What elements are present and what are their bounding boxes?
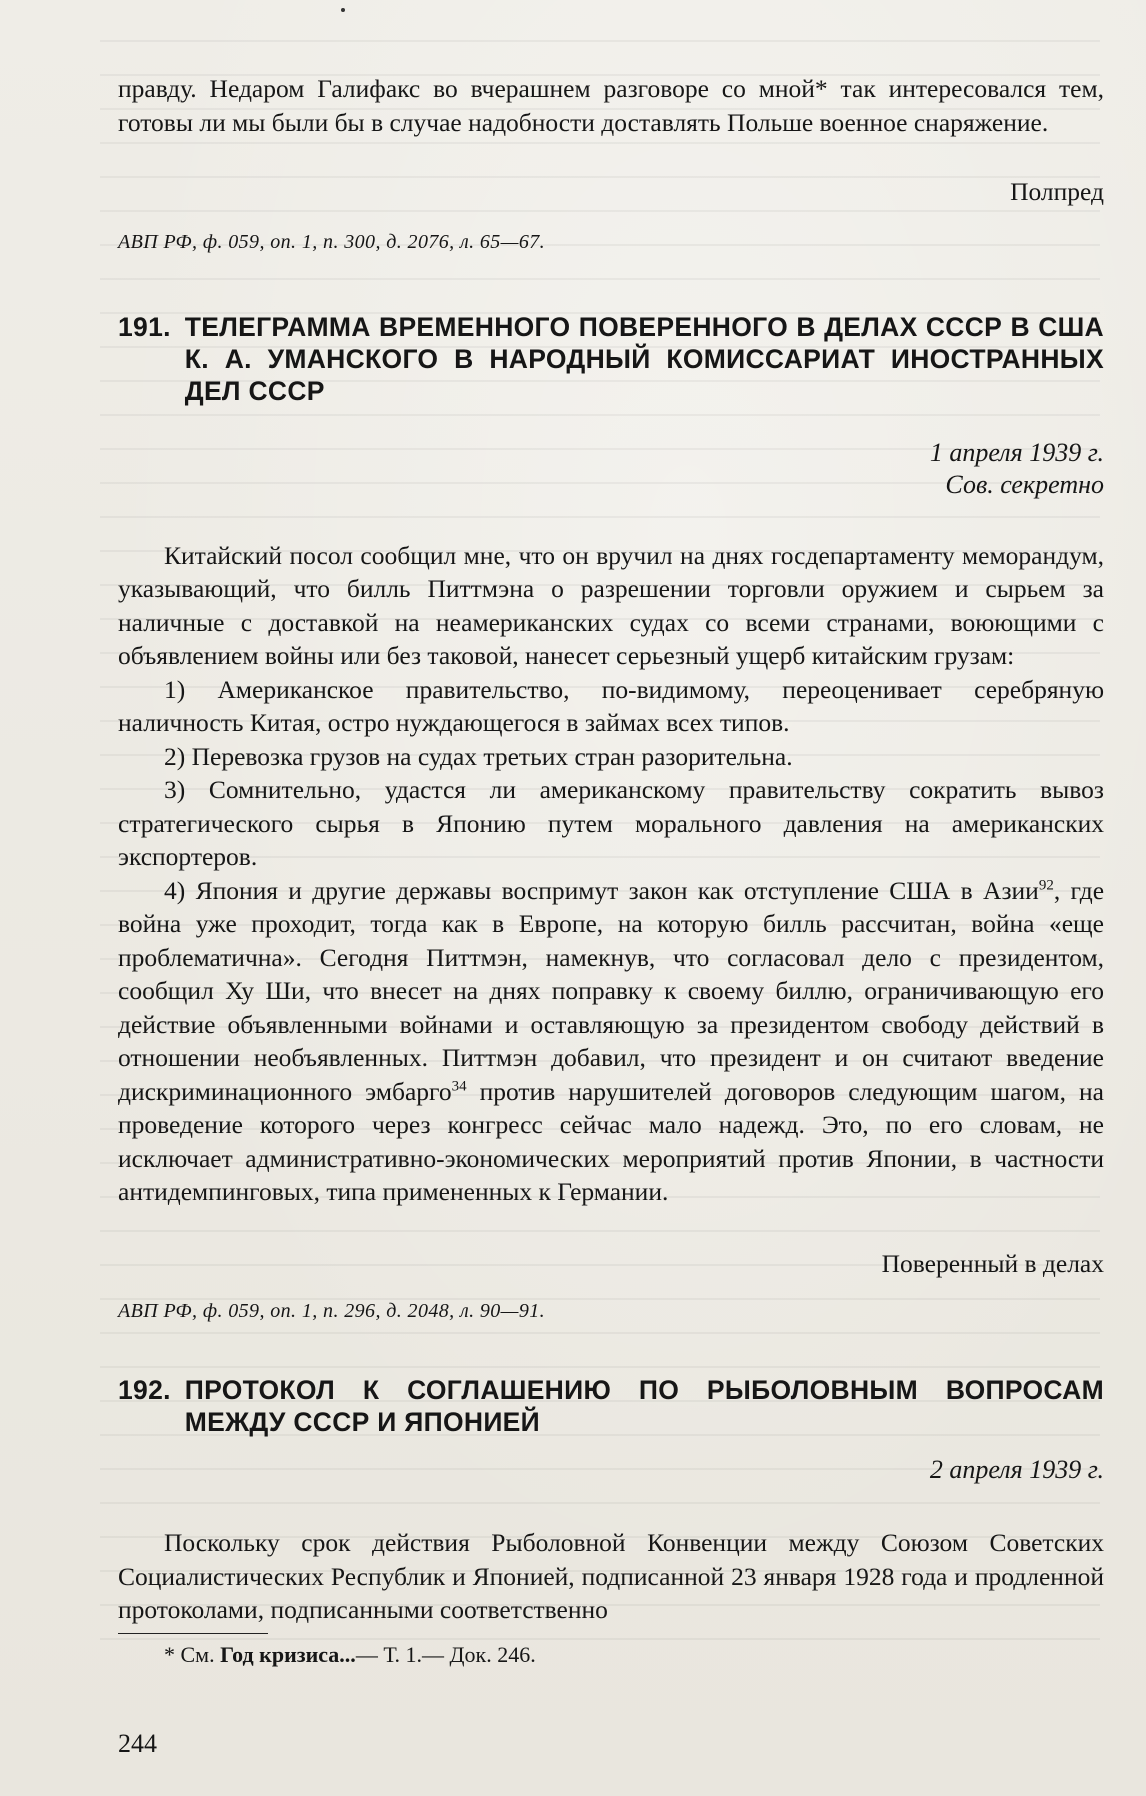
intro-signature: Полпред (1010, 177, 1104, 206)
doc191-point-3: 3) Сомнительно, удастся ли американскому правительству сократить вывоз стратегического сырья в Японию путем морального давления на американских экспортеров. (118, 775, 1104, 871)
doc192-date: 2 апреля 1939 г. (929, 1455, 1104, 1484)
doc191-number: 191. (118, 311, 171, 342)
doc191-point-1: 1) Американское правительство, по-видимому, переоценивает серебряную наличность Китая, остро нуждающегося в займах всех типов. (118, 674, 1104, 737)
doc191-point-4-part-a: 4) Япония и другие державы воспримут закон как отступление США в Азии (164, 875, 1039, 905)
doc191-title: ТЕЛЕГРАММА ВРЕМЕННОГО ПОВЕРЕННОГО В ДЕЛАХ СССР В США К. А. УМАНСКОГО В НАРОДНЫЙ КОМИССАРИАТ ИНОСТРАННЫХ ДЕЛ СССР (184, 311, 1104, 406)
doc191-point-2: 2) Перевозка грузов на судах третьих стран разорительна. (164, 741, 793, 771)
doc191-classification: Сов. секретно (945, 469, 1104, 499)
intro-paragraph: правду. Недаром Галифакс во вчерашнем разговоре со мной* так интересовался тем, готовы ли мы были бы в случае надобности доставлять Польше военное снаряжение. (118, 74, 1104, 137)
doc192-title: ПРОТОКОЛ К СОГЛАШЕНИЮ ПО РЫБОЛОВНЫМ ВОПРОСАМ МЕЖДУ СССР И ЯПОНИЕЙ (184, 1375, 1104, 1437)
footnote-divider (118, 1633, 268, 1634)
doc191-date: 1 апреля 1939 г. (929, 437, 1104, 467)
footnote-book-title: Год кризиса... (220, 1641, 356, 1667)
footnote (118, 1640, 1104, 1670)
footnote-ref-34: 34 (451, 1078, 467, 1094)
footnote-reference: — Т. 1.— Док. 246. (355, 1641, 536, 1667)
doc191-archive-reference: АВП РФ, ф. 059, оп. 1, п. 296, д. 2048, л. 90—91. (118, 1300, 546, 1322)
footnote-ref-92: 92 (1038, 877, 1054, 893)
footnote-marker: * См. (164, 1641, 215, 1667)
page-content (118, 72, 1104, 1670)
doc192-number: 192. (118, 1375, 171, 1405)
doc192-paragraph-1: Поскольку срок действия Рыболовной Конвенции между Союзом Советских Социалистических Республик и Японией, подписанной 23 января 1928 года и продленной протоколами, подписанными соответственно (118, 1528, 1104, 1624)
doc191-point-4 (118, 874, 1104, 1209)
doc191-paragraph-1: Китайский посол сообщил мне, что он вручил на днях госдепартаменту меморандум, указывающий, что билль Питтмэна о разрешении торговли оружием и сырьем за наличные с доставкой на неамериканских судах со всеми странами, воюющими с объявлением войны или без таковой, нанесет серьезный ущерб китайским грузам: (118, 540, 1104, 670)
doc191-heading (118, 311, 1104, 407)
print-speck (341, 8, 345, 12)
doc191-point-4-part-c: против нарушителей договоров следующим шагом, на проведение которого через конгресс сейчас мало надежд. Это, по его словам, не исключает административно-экономических мероприятий против Японии, в частности антидемпинговых, типа примененных к Германии. (118, 1076, 1104, 1206)
doc191-point-4-part-b: , где война уже проходит, тогда как в Европе, на которую билль рассчитан, война «еще проблематична». Сегодня Питтмэн, намекнув, что согласовал дело с президентом, сообщил Ху Ши, что внесет на днях поправку к своему биллю, ограничивающую его действие объявленными войнами и оставляющую за президентом свободу действий в отношении необъявленных. Питтмэн добавил, что президент и он считают введение дискриминационного эмбарго (118, 875, 1105, 1106)
page-number: 244 (118, 1729, 157, 1758)
intro-archive-reference: АВП РФ, ф. 059, оп. 1, п. 300, д. 2076, л. 65—67. (118, 230, 546, 253)
doc191-signature: Поверенный в делах (881, 1248, 1104, 1278)
doc192-heading (118, 1374, 1104, 1438)
